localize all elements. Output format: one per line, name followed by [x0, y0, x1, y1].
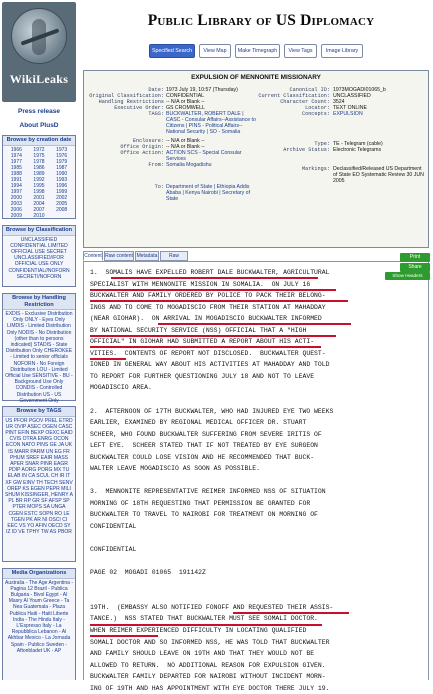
year-link[interactable]: 2005	[56, 200, 68, 207]
browse-by-handling-panel	[2, 293, 76, 404]
year-link[interactable]: 1976	[56, 152, 68, 159]
metadata-label: Original Classification:	[89, 93, 164, 99]
tab-metadata[interactable]: Metadata	[136, 253, 158, 259]
metadata-value: GS CROMWELL	[166, 105, 205, 111]
metadata-label: To:	[154, 184, 164, 190]
year-link[interactable]: 2007	[33, 206, 45, 213]
metadata-value[interactable]: Somalia Mogadishu	[166, 162, 212, 168]
site-title: Public Library of US Diplomacy	[147, 12, 375, 29]
tab-content[interactable]: Content	[84, 253, 102, 259]
year-link[interactable]: 2000	[10, 194, 22, 201]
browse-by-tags-panel	[2, 406, 76, 562]
metadata-label: Archive Status:	[283, 147, 330, 153]
red-underline	[90, 635, 158, 637]
metadata-label: Date:	[148, 87, 164, 93]
metadata-value: -- N/A or Blank --	[166, 138, 205, 144]
media-organization-links[interactable]: Australia - The Age Argentina - Pagina 12 Brazil - Publica Bulgaria - Bivol Egypt - Al Masry Al Youm Greece - Ta Nea Guatemala - Plaza Publica Haiti - Haiti Liberte India - The Hindu Italy - L'Espresso Italy - La Repubblica Lebanon - Al Akhbar Mexico - La Jornada Spain - Publico Sweden - Aftonbladet UK - AP	[5, 579, 74, 654]
red-underline	[90, 289, 336, 291]
sidebar	[0, 0, 79, 680]
metadata-value: 1973MOGADI01065_b	[333, 87, 386, 93]
metadata-value[interactable]: Department of State | Ethiopia Addis Ababa | Kenya Nairobi | Secretary of State	[166, 184, 251, 202]
year-link[interactable]: 1998	[33, 188, 45, 195]
metadata-value: UNCLASSIFIED	[333, 93, 371, 99]
metadata-label: TAGS:	[148, 111, 164, 117]
metadata-label: Enclosure:	[132, 138, 164, 144]
metadata-value[interactable]: EXPULSION	[333, 111, 363, 117]
year-link[interactable]: 1995	[33, 182, 45, 189]
year-link[interactable]: 1974	[10, 152, 22, 159]
year-link[interactable]: 2008	[56, 206, 68, 213]
wikileaks-logo[interactable]	[2, 2, 76, 102]
metadata-label: Executive Order:	[114, 105, 164, 111]
year-link[interactable]: 2001	[33, 194, 45, 201]
year-link[interactable]: 1987	[56, 164, 68, 171]
nav-image-library[interactable]: Image Library	[321, 44, 363, 58]
metadata-label: Character Count:	[280, 99, 330, 105]
red-underline	[90, 624, 322, 626]
cable-text-panel	[83, 261, 429, 692]
browse-by-tags-header: Browse by TAGS	[3, 407, 75, 417]
year-link[interactable]: 2003	[10, 200, 22, 207]
year-link[interactable]: 1992	[33, 176, 45, 183]
red-underline	[111, 277, 318, 279]
handling-links[interactable]: EXDIS - Exclusive Distribution Only ONLY - Eyes Only LIMDIS - Limited Distribution Only NODIS - No Distribution (other than to persons indicated) STADIS - State Distribution Only CHEROKEE - Limited to senior officials NOFORN - No Foreign Distribution LOU - Limited Official Use SENSITIVE - BU - Background Use Only CONDIS - Controlled Distribution US - US Government Only	[5, 311, 73, 404]
metadata-value: Declassified/Released US Department of State EO Systematic Review 30 JUN 2005	[333, 166, 424, 184]
nav-specified-search[interactable]: Specified Search	[149, 44, 195, 58]
cable-metadata	[83, 70, 429, 248]
year-link[interactable]: 2006	[10, 206, 22, 213]
tab-raw-content[interactable]: Raw content	[105, 253, 133, 259]
tag-links[interactable]: US PFOR PGOV PREL ETRD UR OVIP ASEC OGEN CASC PINT EFIN BEXP OEXC EAID CVIS OTRA ENRG OCON ECON NATO PINS GE JA UK IS MARR PARM UN EG FR PHUM SREF EAIR MASS APER SNAR PINR EAGR PDIP AORG PORG MX TU ELAB IN CA SCUL CH IR IT XF GW EINV TH TECH SENV OREP KS EGEN PEPR MILI SHUM KISSINGER, HENRY A PL BR RP GR SF AFSP SP PTER MOPS SA UNGA CGEN ESTC SOPN RO LE TGEN PK AR NI OSCI CI EEC VS YO AFIN OECD SY IZ ID VE TPHY TW AS PBOR	[5, 417, 73, 536]
metadata-value: 3524	[333, 99, 345, 105]
browse-by-date-panel	[2, 135, 76, 219]
metadata-value: TEXT ONLINE	[333, 105, 367, 111]
metadata-label: Canonical ID:	[289, 87, 330, 93]
red-underline	[233, 612, 349, 614]
year-link[interactable]: 1979	[56, 158, 68, 165]
share-button[interactable]: Share	[400, 263, 430, 272]
media-organizations-panel	[2, 568, 76, 680]
red-underline	[90, 300, 348, 302]
year-link[interactable]: 1973	[56, 146, 68, 153]
metadata-label: Handling Restrictions	[98, 99, 164, 105]
print-button[interactable]: Print	[400, 253, 430, 262]
hourglass-globe-icon	[11, 8, 67, 64]
metadata-value: -- N/A or Blank --	[166, 99, 205, 105]
year-link[interactable]: 1977	[10, 158, 22, 165]
year-link[interactable]: 1990	[56, 170, 68, 177]
metadata-value: TE - Telegram (cable)	[333, 141, 383, 147]
nav-view-tags[interactable]: View Tags	[284, 44, 317, 58]
browse-by-classification-panel	[2, 225, 76, 287]
year-link[interactable]: 2010	[33, 212, 45, 219]
press-release-link[interactable]: Press release	[18, 108, 60, 115]
year-link[interactable]: 2004	[33, 200, 45, 207]
brand-name: WikiLeaks	[9, 72, 69, 86]
browse-by-classification-header: Browse by Classification	[3, 226, 75, 236]
red-underline	[90, 346, 321, 348]
year-link[interactable]: 1985	[10, 164, 22, 171]
year-link[interactable]: 2002	[56, 194, 68, 201]
metadata-value[interactable]: ACTION SCS - Special Consular Services	[166, 150, 242, 162]
year-link[interactable]: 1997	[10, 188, 22, 195]
year-link[interactable]: 1972	[33, 146, 45, 153]
red-underline	[90, 335, 336, 337]
year-list	[3, 146, 75, 220]
classification-links[interactable]: UNCLASSIFIED CONFIDENTIAL LIMITED OFFICIAL USE SECRET UNCLASSIFIED//FOR OFFICIAL USE ONLY CONFIDENTIAL//NOFORN SECRET//NOFORN	[8, 236, 70, 280]
metadata-label: Office Origin:	[120, 144, 164, 150]
year-link[interactable]: 1996	[56, 182, 68, 189]
year-link[interactable]: 1993	[56, 176, 68, 183]
year-link[interactable]: 1999	[56, 188, 68, 195]
metadata-label: Type:	[314, 141, 330, 147]
metadata-label: From:	[148, 162, 164, 168]
media-organizations-header: Media Organizations	[3, 569, 75, 579]
year-link[interactable]: 1986	[33, 164, 45, 171]
metadata-value: CONFIDENTIAL	[166, 93, 205, 99]
red-underline	[158, 323, 351, 325]
browse-by-handling-header: Browse by Handling Restriction	[3, 294, 75, 310]
year-link[interactable]: 1989	[33, 170, 45, 177]
metadata-label: Markings:	[301, 166, 330, 172]
metadata-label: Concepts:	[301, 111, 330, 117]
metadata-value[interactable]: BUCKWALTER, ROBERT DALE | CASC - Consular Affairs--Assistance to Citizens | PINS - Political Affairs--National Security | SO - Somalia	[166, 111, 256, 135]
metadata-value: 1973 July 19, 10:57 (Thursday)	[166, 87, 238, 93]
browse-by-date-header: Browse by creation date	[3, 136, 75, 146]
metadata-label: Office Action:	[120, 150, 164, 156]
red-underline	[90, 358, 126, 360]
year-link[interactable]: 2009	[10, 212, 22, 219]
metadata-label: Current Classification:	[258, 93, 330, 99]
cable-title: EXPULSION OF MENNONITE MISSIONARY	[191, 74, 321, 81]
year-link[interactable]: 1991	[10, 176, 22, 183]
show-headers-button[interactable]: Show Headers	[385, 272, 430, 280]
year-link[interactable]: 1978	[33, 158, 45, 165]
year-link[interactable]: 1988	[10, 170, 22, 177]
metadata-value: -- N/A or Blank --	[166, 144, 205, 150]
nav-view-map[interactable]: View Map	[199, 44, 231, 58]
about-plusd-link[interactable]: About PlusD	[19, 122, 59, 129]
metadata-label: Locator:	[305, 105, 330, 111]
nav-make-timegraph[interactable]: Make Timegraph	[235, 44, 280, 58]
year-link[interactable]: 1966	[10, 146, 22, 153]
year-link[interactable]: 1994	[10, 182, 22, 189]
year-link[interactable]: 1975	[33, 152, 45, 159]
cable-text: 1. SOMALIS HAVE EXPELLED ROBERT DALE BUCKWALTER, AGRICULTURAL SPECIALIST WITH MENNONITE MISSION IN SOMALIA. ON JULY 16 BUCKWALTER AND FAMILY ORDERED BY POLICE TO PACK THEIR BELONG- INGS AND TO COME TO MOGADISCIO FROM THEIR STATION AT MAHADDAY (NEAR GIOHAR). ON ARRIVAL IN MOGADISCIO BUCKWALTER INFORMED BY NATIONAL SECURITY SERVICE (NSS) OFFICIAL THAT A "HIGH OFFICIAL" IN GIOHAR HAD SUBMITTED A REPORT ABOUT HIS ACTI- VITIES. CONTENTS OF REPORT NOT DISCLOSED. BUCKWALTER QUEST- IONED IN GENERAL WAY ABOUT HIS ACTIVITIES AT MAHADDAY AND TOLD TO REPORT FOR FURTHER QUESTIONING JULY 18 AND NOT TO LEAVE MOGADISCIO AREA. 2. AFTERNOON OF 17TH BUCKWALTER, WHO HAD INJURED EYE TWO WEEKS EARLIER, EXAMINED BY REGIONAL MEDICAL OFFICER DR. STUART SCHEER, WHO FOUND BUCKWALTER SUFFERING FROM SEVERE IRITIS OF LEFT EYE. SCHEER STATED THAT IF NOT TREATED BY EYE SURGEON BUCKWALTER COULD LOSE VISION AND HE RECOMMENDED THAT BUCK- WALTER LEAVE MOGADISCIO AS SOON AS POSSIBLE. 3. MENNONITE REPRESENTATIVE REIMER INFORMED NSS OF SITUATION MORNING OF 18TH REQUESTING THAT PERMISSION BE GRANTED FOR BUCKWALTER TO TRAVEL TO NAIROBI FOR TREATMENT ON MORNING OF CONFIDENTIAL CONFIDENTIAL PAGE 02 MOGADI 01065 191142Z 19TH. (EMBASSY ALSO NOTIFIED FONOFF AND REQUESTED THEIR ASSIS- TANCE.) NSS STATED THAT BUCKWALTER MUST SEE SOMALI DOCTOR. WHEN REIMER EXPERIENCED DIFFICULTY IN LOCATING QUALIFIED SOMALI DOCTOR AND SO INFORMED NSS, HE WAS TOLD THAT BUCKWALTER AND FAMILY SHOULD LEAVE ON 19TH AND THAT THEY WOULD NOT BE ALLOWED TO RETURN. NO ADDITIONAL REASON FOR EXPULSION GIVEN. BUCKWALTER FAMILY DEPARTED FOR NAIROBI WITHOUT INCIDENT MORN- ING OF 19TH AND HAS APPOINTMENT WITH EYE DOCTOR THERE JULY 19.	[90, 269, 334, 692]
metadata-value: Electronic Telegrams	[333, 147, 382, 153]
tab-raw-source[interactable]: Raw	[160, 251, 188, 261]
